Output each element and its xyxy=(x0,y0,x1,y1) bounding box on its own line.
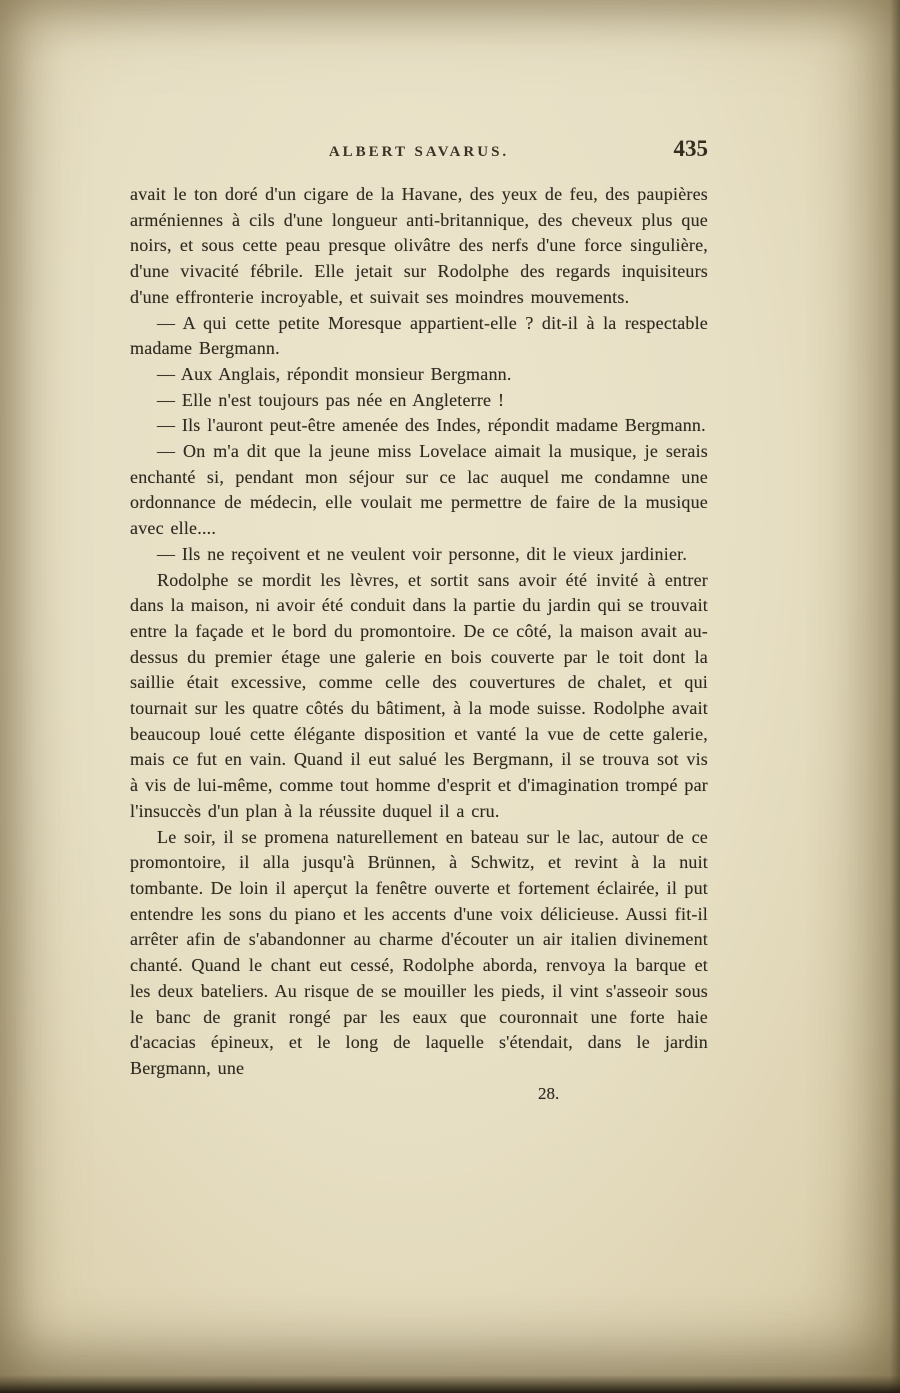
paragraph: avait le ton doré d'un cigare de la Havane, des yeux de feu, des paupières arméniennes à cils d'une longueur anti-britannique, des cheveux plus que noirs, et sous cette peau presque olivâtre des nerfs d'une force singulière, d'une vivacité fébrile. Elle jetait sur Rodolphe des regards inquisiteurs d'une effronterie incroyable, et suivait ses moindres mouvements. xyxy=(130,184,708,307)
paragraph: — Ils l'auront peut-être amenée des Indes, répondit madame Bergmann. xyxy=(157,415,706,436)
paragraph: Rodolphe se mordit les lèvres, et sortit sans avoir été invité à entrer dans la maison, ni avoir été conduit dans la partie du jardin qui se trouvait entre la façade et le bord du promontoire. De ce côté, la maison avait au-dessus du premier étage une galerie en bois couverte par le toit dont la saillie était excessive, comme celle des couvertures de chalet, et qui tournait sur les quatre côtés du bâtiment, à la mode suisse. Rodolphe avait beaucoup loué cette élégante disposition et vanté la vue de cette galerie, mais ce fut en vain. Quand il eut salué les Bergmann, il se trouva sot vis à vis de lui-même, comme tout homme d'esprit et d'imagination trompé par l'insuccès d'un plan à la réussite duquel il a cru. xyxy=(130,569,708,821)
page-content xyxy=(130,136,708,1104)
running-title: ALBERT SAVARUS. xyxy=(328,144,510,160)
page-header xyxy=(130,136,708,182)
paragraph: — Ils ne reçoivent et ne veulent voir personne, dit le vieux jardinier. xyxy=(157,543,688,564)
signature-mark: 28. xyxy=(538,1083,560,1103)
scan-right-edge xyxy=(890,0,900,1393)
paragraph: — Aux Anglais, répondit monsieur Bergmann. xyxy=(157,363,512,384)
scan-bottom-edge xyxy=(0,1375,900,1393)
paragraph: — A qui cette petite Moresque appartient-elle ? dit-il à la respectable madame Bergmann. xyxy=(130,312,708,359)
paragraph: — Elle n'est toujours pas née en Angleterre ! xyxy=(157,389,505,410)
paragraph: — On m'a dit que la jeune miss Lovelace aimait la musique, je serais enchanté si, pendant mon séjour sur ce lac auquel me condamne une ordonnance de médecin, elle voulait me permettre de faire de la musique avec elle.... xyxy=(130,441,708,539)
text-block xyxy=(130,182,708,1082)
paragraph: Le soir, il se promena naturellement en bateau sur le lac, autour de ce promontoire, il alla jusqu'à Brünnen, à Schwitz, et revint à la nuit tombante. De loin il aperçut la fenêtre ouverte et fortement éclairée, il put entendre les sons du piano et les accents d'une voix délicieuse. Aussi fit-il arrêter afin de s'abandonner au charme d'écouter un air italien divinement chanté. Quand le chant eut cessé, Rodolphe aborda, renvoya la barque et les deux bateliers. Au risque de se mouiller les pieds, il vint s'asseoir sous le banc de granit rongé par les eaux que couronnait une forte haie d'acacias épineux, et le long de laquelle s'étendait, dans le jardin Bergmann, une xyxy=(130,826,708,1078)
page-number: 435 xyxy=(673,136,708,161)
